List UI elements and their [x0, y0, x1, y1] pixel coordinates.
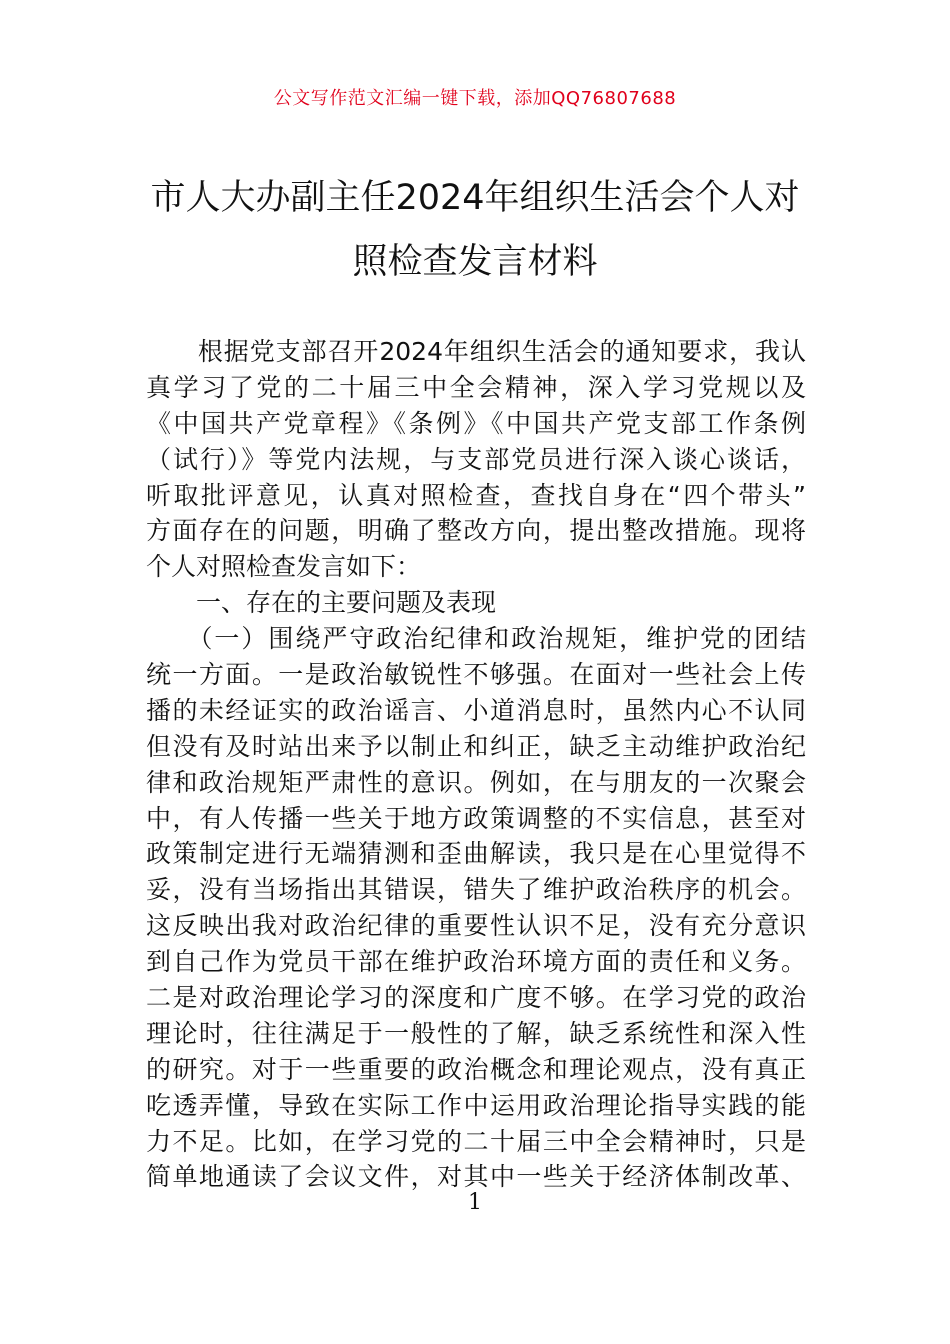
- body-line: 的研究。对于一些重要的政治概念和理论观点，没有真正: [146, 1054, 806, 1084]
- body-line: 播的未经证实的政治谣言、小道消息时，虽然内心不认同: [146, 695, 806, 725]
- body-line: （试行）》等党内法规，与支部党员进行深入谈心谈话，: [146, 444, 806, 474]
- document-body: [146, 334, 806, 1195]
- body-line: 政策制定进行无端猜测和歪曲解读，我只是在心里觉得不: [146, 839, 806, 869]
- page-number: 1: [468, 1190, 482, 1215]
- body-line: 统一方面。一是政治敏锐性不够强。在面对一些社会上传: [146, 660, 806, 690]
- body-line: 真学习了党的二十届三中全会精神，深入学习党规以及: [146, 372, 806, 402]
- body-line: 《中国共产党章程》《条例》《中国共产党支部工作条例: [146, 408, 806, 438]
- body-line: 妥，没有当场指出其错误，错失了维护政治秩序的机会。: [146, 875, 806, 905]
- document-title: [130, 166, 820, 294]
- title-line: 市人大办副主任2024年组织生活会个人对: [150, 178, 800, 218]
- body-line: （一）围绕严守政治纪律和政治规矩，维护党的团结: [146, 624, 806, 654]
- body-line: 理论时，往往满足于一般性的了解，缺乏系统性和深入性: [146, 1018, 806, 1048]
- body-line: 律和政治规矩严肃性的意识。例如，在与朋友的一次聚会: [146, 767, 806, 797]
- body-line: 根据党支部召开2024年组织生活会的通知要求，我认: [146, 337, 806, 366]
- body-line: 但没有及时站出来予以制止和纠正，缺乏主动维护政治纪: [146, 731, 806, 761]
- body-line: 力不足。比如，在学习党的二十届三中全会精神时，只是: [146, 1126, 806, 1156]
- download-notice: 公文写作范文汇编一键下载，添加QQ76807688: [273, 88, 677, 109]
- body-line: 到自己作为党员干部在维护政治环境方面的责任和义务。: [146, 947, 806, 977]
- body-line: 二是对政治理论学习的深度和广度不够。在学习党的政治: [146, 983, 806, 1013]
- section-heading: 一、存在的主要问题及表现: [146, 588, 497, 618]
- body-line: 听取批评意见，认真对照检查，查找自身在“四个带头”: [146, 480, 806, 510]
- body-line: 个人对照检查发言如下：: [146, 552, 422, 582]
- body-line: 简单地通读了会议文件，对其中一些关于经济体制改革、: [146, 1162, 806, 1192]
- body-line: 方面存在的问题，明确了整改方向，提出整改措施。现将: [146, 516, 806, 546]
- body-line: 吃透弄懂，导致在实际工作中运用政治理论指导实践的能: [146, 1090, 806, 1120]
- body-line: 中，有人传播一些关于地方政策调整的不实信息，甚至对: [146, 803, 806, 833]
- title-line: 照检查发言材料: [352, 242, 598, 282]
- body-line: 这反映出我对政治纪律的重要性认识不足，没有充分意识: [146, 911, 806, 941]
